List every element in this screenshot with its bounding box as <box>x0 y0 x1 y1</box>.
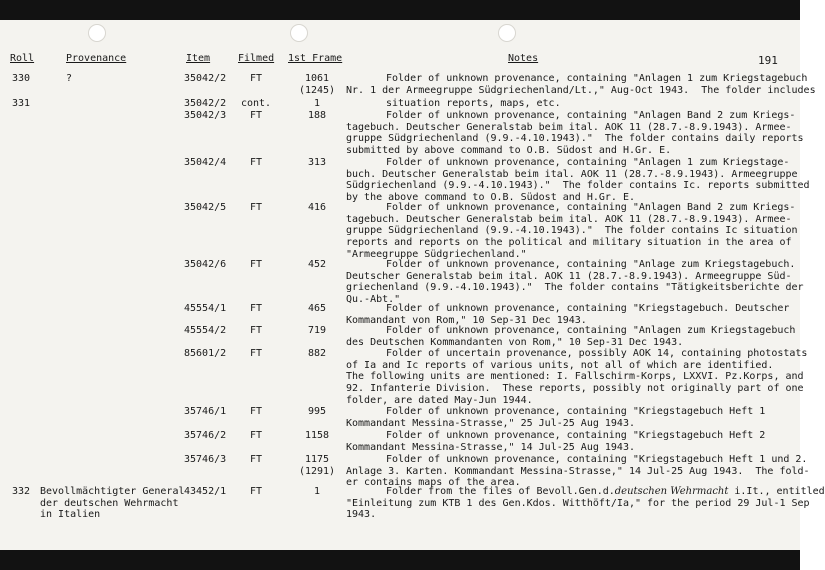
handwritten-insert: deutschen Wehrmacht <box>614 486 729 497</box>
note-line: Folder of unknown provenance, containing "Anlagen Band 2 zum Kriegs- <box>386 202 796 213</box>
note-line: gruppe Südgriechenland (9.9.-4.10.1943)." The folder contains Ic situation <box>346 225 798 237</box>
note-line: reports and reports on the political and military situation in the area of <box>346 237 792 249</box>
filmed-status: FT <box>249 325 263 336</box>
note-line: Kommandant von Rom," 10 Sep-31 Dec 1943. <box>346 314 587 326</box>
note-line: "Armeegruppe Südgriechenland." <box>346 248 527 260</box>
note-tail: i.It., entitled <box>728 486 825 497</box>
note-line: Folder of unknown provenance, containing "Anlagen zum Kriegstagebuch <box>386 325 796 336</box>
filmed-status: FT <box>249 202 263 213</box>
note-line: Anlage 3. Karten. Kommandant Messina-Strasse," 14 Jul-25 Aug 1943. The fold- <box>346 465 810 477</box>
note-line: Südgriechenland (9.9.-4.10.1943)." The folder contains Ic. reports submitted <box>346 180 810 192</box>
roll-number: 330 <box>12 73 31 84</box>
item-number: 35042/3 <box>184 110 227 121</box>
header-filmed: Filmed <box>238 53 275 64</box>
note-line: buch. Deutscher Generalstab beim ital. AOK 11 (28.7.-8.9.1943). Armeegruppe <box>346 168 798 180</box>
filmed-status: FT <box>249 486 263 497</box>
roll-number: 332 <box>12 486 31 497</box>
note-line: Nr. 1 der Armeegruppe Südgriechenland/Lt.," Aug-Oct 1943. The folder includes <box>346 84 816 96</box>
note-line: Deutscher Generalstab beim ital. AOK 11 (28.7.-8.9.1943). Armeegruppe Süd- <box>346 270 792 282</box>
first-frame: 416 <box>307 202 327 213</box>
note-line: Qu.-Abt." <box>346 294 401 306</box>
note-line: Folder of unknown provenance, containing "Kriegstagebuch Heft 2 <box>386 430 766 441</box>
item-number: 35746/1 <box>184 406 227 417</box>
punch-hole-right <box>498 24 516 42</box>
item-number: 45554/2 <box>184 325 227 336</box>
note-line: tagebuch. Deutscher Generalstab beim ital. AOK 11 (28.7.-8.9.1943). Armee- <box>346 213 792 225</box>
filmed-status: FT <box>249 157 263 168</box>
item-number: 35042/4 <box>184 157 227 168</box>
first-frame: 1175 <box>304 454 330 465</box>
first-frame: 188 <box>307 110 327 121</box>
header-provenance: Provenance <box>66 53 127 64</box>
item-number: 35042/5 <box>184 202 227 213</box>
item-number: 43452/1 <box>184 486 227 497</box>
first-frame: 719 <box>307 325 327 336</box>
scan-border-top <box>0 0 800 20</box>
note-line: 1943. <box>346 509 377 521</box>
first-frame-alt: (1245) <box>298 84 336 96</box>
filmed-status: FT <box>249 110 263 121</box>
provenance: ? <box>66 73 73 84</box>
note-line: Kommandant Messina-Strasse," 25 Jul-25 Aug 1943. <box>346 417 635 429</box>
filmed-status: FT <box>249 454 263 465</box>
first-frame-alt: (1291) <box>298 465 336 477</box>
note-line: Folder of unknown provenance, containing "Anlagen 1 zum Kriegstagebuch <box>386 73 808 84</box>
note-line: tagebuch. Deutscher Generalstab beim ital. AOK 11 (28.7.-8.9.1943). Armee- <box>346 121 792 133</box>
first-frame: 1 <box>313 98 321 109</box>
first-frame: 1158 <box>304 430 330 441</box>
note-line: Folder of unknown provenance, containing "Kriegstagebuch Heft 1 <box>386 406 766 417</box>
provenance-line: in Italien <box>40 509 101 521</box>
first-frame: 1061 <box>304 73 330 84</box>
first-frame: 313 <box>307 157 327 168</box>
note-line: submitted by above command to O.B. Südost and H.Gr. E. <box>346 145 672 157</box>
filmed-status: FT <box>249 430 263 441</box>
page-number: 191 <box>758 54 778 67</box>
roll-number: 331 <box>12 98 31 109</box>
item-number: 35042/2 <box>184 73 227 84</box>
note-line: The following units are mentioned: I. Fallschirm-Korps, LXXVI. Pz.Korps, and <box>346 371 804 383</box>
note-line: folder, are dated May-Jun 1944. <box>346 394 533 406</box>
punch-hole-center <box>290 24 308 42</box>
filmed-status: FT <box>249 406 263 417</box>
provenance-line: der deutschen Wehrmacht <box>40 497 179 509</box>
first-frame: 1 <box>313 486 321 497</box>
note-line: gruppe Südgriechenland (9.9.-4.10.1943)." The folder contains daily reports <box>346 133 804 145</box>
first-frame: 882 <box>307 348 327 359</box>
note-line: Kommandant Messina-Strasse," 14 Jul-25 Aug 1943. <box>346 441 635 453</box>
note-line: Folder of unknown provenance, containing "Kriegstagebuch. Deutscher <box>386 303 790 314</box>
filmed-status: FT <box>249 303 263 314</box>
header-item: Item <box>186 53 211 64</box>
note-line: er contains maps of the area. <box>346 477 521 489</box>
note-line: Folder of uncertain provenance, possibly AOK 14, containing photostats <box>386 348 808 359</box>
item-number: 35746/3 <box>184 454 227 465</box>
note-line: of Ia and Ic reports of various units, not all of which are identified. <box>346 359 774 371</box>
item-number: 35042/6 <box>184 259 227 270</box>
note-line: "Einleitung zum KTB 1 des Gen.Kdos. Witthöft/Ia," for the period 29 Jul-1 Sep <box>346 497 810 509</box>
header-roll: Roll <box>10 53 35 64</box>
filmed-status: cont. <box>240 98 272 109</box>
note-line: by the above command to O.B. Südost and H.Gr. E. <box>346 192 635 204</box>
item-number: 45554/1 <box>184 303 227 314</box>
scan-border-bottom <box>0 550 800 570</box>
note-line: des Deutschen Kommandanten von Rom," 10 Sep-31 Dec 1943. <box>346 336 684 348</box>
note-line: griechenland (9.9.-4.10.1943)." The folder contains "Tätigkeitsberichte der <box>346 282 804 294</box>
filmed-status: FT <box>249 259 263 270</box>
item-number: 35746/2 <box>184 430 227 441</box>
note-line: Folder of unknown provenance, containing "Anlagen Band 2 zum Kriegs- <box>386 110 796 121</box>
note-line: Folder of unknown provenance, containing "Kriegstagebuch Heft 1 und 2. <box>386 454 808 465</box>
note-line: situation reports, maps, etc. <box>386 98 561 109</box>
item-number: 85601/2 <box>184 348 227 359</box>
note-line: 92. Infanterie Division. These reports, possibly not originally part of one <box>346 383 804 395</box>
item-number: 35042/2 <box>184 98 227 109</box>
note-line: Folder of unknown provenance, containing "Anlagen 1 zum Kriegstage- <box>386 157 790 168</box>
filmed-status: FT <box>249 73 263 84</box>
note-line: Folder from the files of Bevoll.Gen.d.deutschen Wehrmacht i.It., entitled <box>386 486 825 497</box>
punch-hole-left <box>88 24 106 42</box>
first-frame: 452 <box>307 259 327 270</box>
first-frame: 995 <box>307 406 327 417</box>
first-frame: 465 <box>307 303 327 314</box>
provenance-line: Bevollmächtigter General <box>40 486 185 497</box>
note-line: Folder of unknown provenance, containing "Anlage zum Kriegstagebuch. <box>386 259 796 270</box>
filmed-status: FT <box>249 348 263 359</box>
header-first-frame: 1st Frame <box>288 53 343 64</box>
header-notes: Notes <box>508 53 539 64</box>
